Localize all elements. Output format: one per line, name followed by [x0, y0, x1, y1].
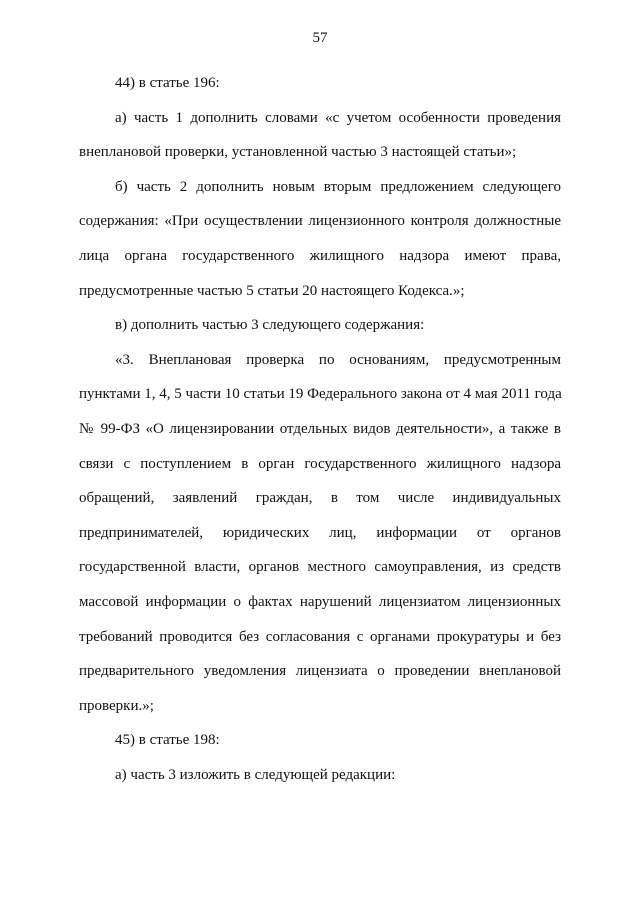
page-number: 57	[312, 30, 328, 46]
text-line: б) часть 2 дополнить новым вторым предложением следующего	[115, 178, 561, 195]
text-line: 44) в статье 196:	[115, 75, 220, 91]
text-line: массовой информации о фактах нарушений лицензиатом лицензионных	[79, 593, 561, 610]
text-line: внеплановой проверки, установленной частью 3 настоящей статьи»;	[79, 144, 517, 161]
text-line: связи с поступлением в орган государственного жилищного надзора	[79, 455, 561, 472]
text-line: проверки.»;	[79, 697, 154, 714]
text-line: требований проводится без согласования с органами прокуратуры и без	[79, 628, 561, 645]
text-line: в) дополнить частью 3 следующего содержания:	[115, 317, 425, 334]
paragraph-item-45-a	[79, 758, 561, 793]
text-line: предпринимателей, юридических лиц, информации от органов	[79, 524, 561, 541]
paragraph-item-44-a	[79, 101, 561, 170]
paragraph-item-44-v	[79, 308, 561, 343]
text-line: а) часть 1 дополнить словами «с учетом особенности проведения	[115, 109, 561, 126]
text-line: лица органа государственного жилищного надзора имеют права,	[79, 247, 561, 264]
text-line: 45) в статье 198:	[115, 732, 220, 749]
text-line: № 99-ФЗ «О лицензировании отдельных видов деятельности», а также в	[79, 420, 561, 437]
text-line: а) часть 3 изложить в следующей редакции:	[115, 766, 396, 783]
text-line: пунктами 1, 4, 5 части 10 статьи 19 Федерального закона от 4 мая 2011 года	[79, 386, 562, 403]
paragraph-item-44-b	[79, 170, 561, 308]
paragraph-item-44	[79, 66, 561, 101]
text-line: содержания: «При осуществлении лицензионного контроля должностные	[79, 213, 561, 230]
text-line: предусмотренные частью 5 статьи 20 настоящего Кодекса.»;	[79, 282, 465, 299]
text-line: «3. Внеплановая проверка по основаниям, предусмотренным	[115, 351, 561, 368]
paragraph-item-45	[79, 723, 561, 758]
paragraph-item-44-v-part-3	[79, 343, 561, 724]
text-line: обращений, заявлений граждан, в том числе индивидуальных	[79, 490, 561, 507]
document-body	[79, 66, 561, 792]
text-line: предварительного уведомления лицензиата о проведении внеплановой	[79, 663, 561, 680]
text-line: государственной власти, органов местного самоуправления, из средств	[79, 559, 561, 576]
